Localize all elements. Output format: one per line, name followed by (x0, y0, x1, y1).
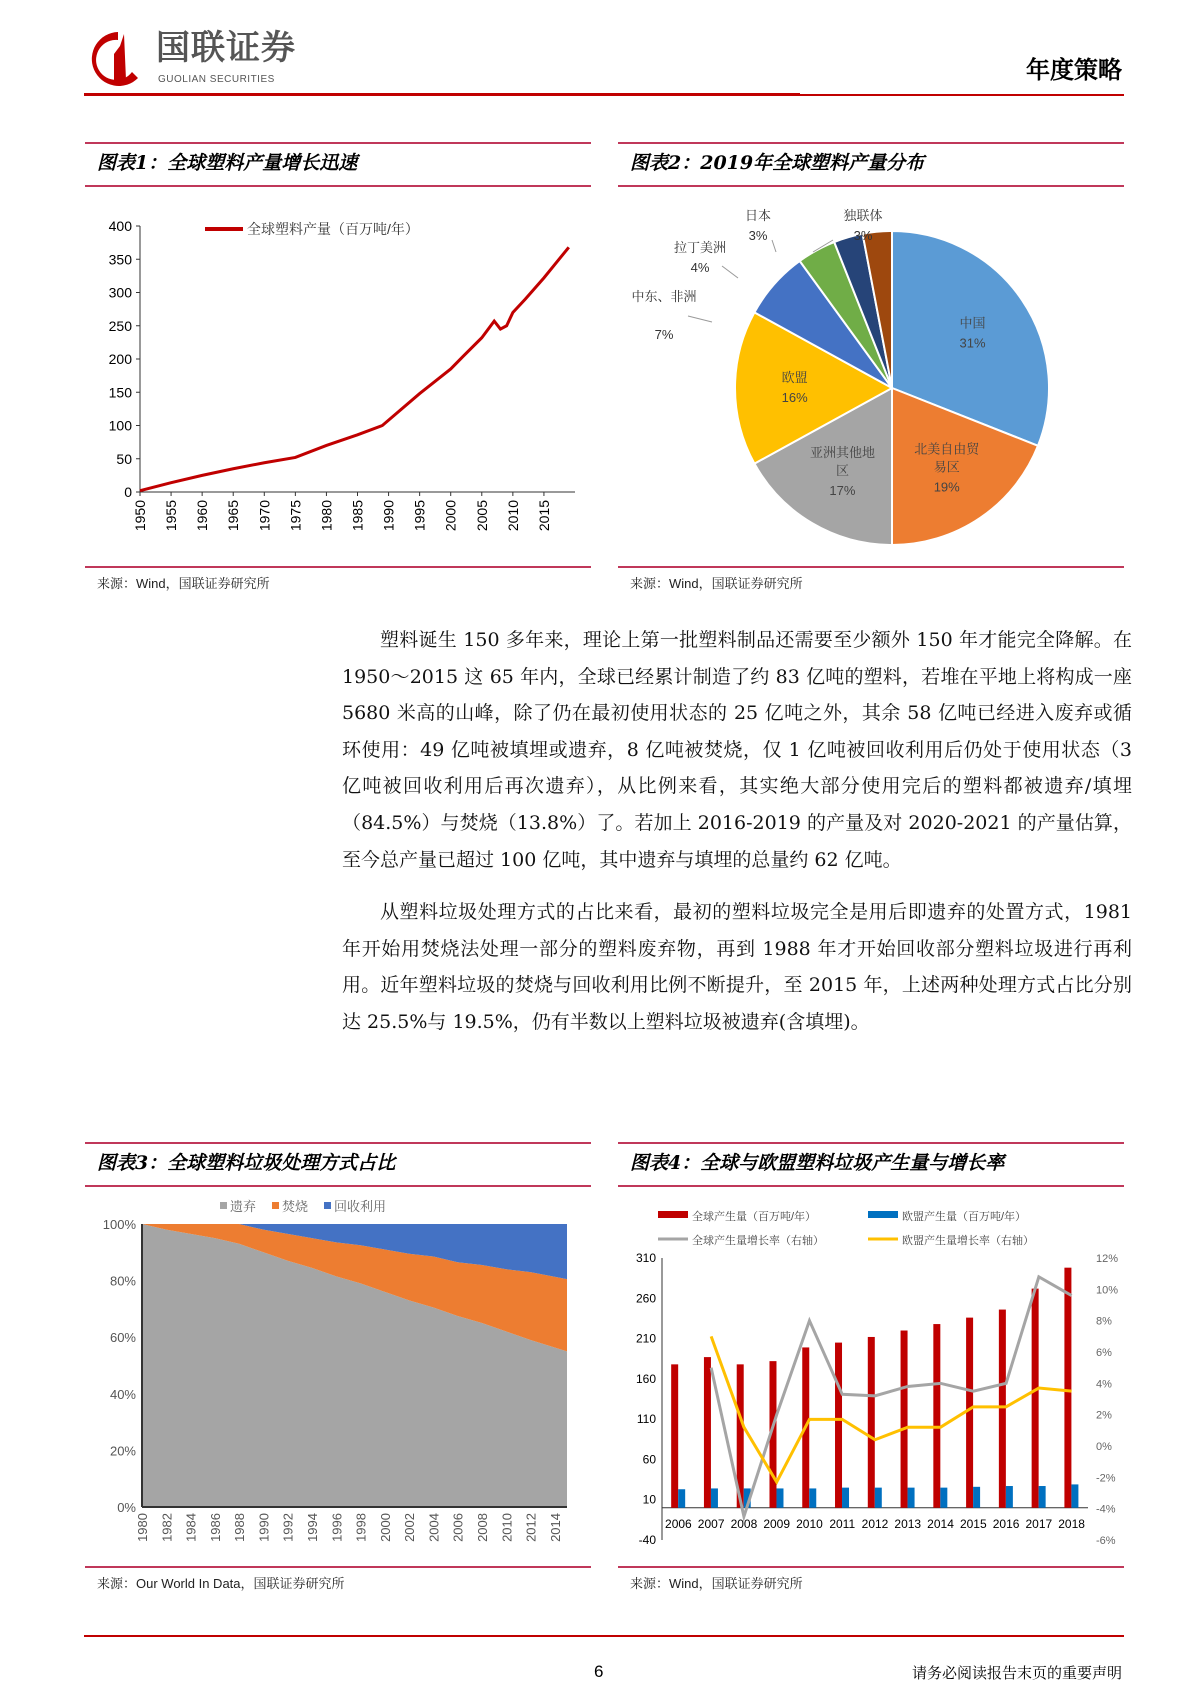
paragraph: 从塑料垃圾处理方式的占比来看，最初的塑料垃圾完全是用后即遗弃的处置方式，1981 年开始用焚烧法处理一部分的塑料废弃物，再到 1988 年才开始回收部分塑料垃圾进行再利用。近年塑料垃圾的焚烧与回收利用比例不断提升，至 2015 年，上述两种处理方式占比分别达 25.5%与 19.5%，仍有半数以上塑料垃圾被遗弃(含填埋)。 (342, 901, 1132, 1033)
x-tick-label: 1965 (225, 500, 242, 532)
slice-label: 日本 (744, 208, 772, 223)
x-tick-label: 1985 (349, 500, 366, 532)
x-tick-label: 2008 (730, 1516, 758, 1531)
figure-source: 来源：Wind，国联证券研究所 (97, 576, 270, 591)
slice-value: 31% (959, 335, 986, 351)
y-left-tick-label: 310 (635, 1251, 656, 1265)
x-tick-label: 2010 (796, 1516, 823, 1531)
x-tick-label: 2000 (377, 1513, 393, 1542)
x-tick-label: 2000 (442, 500, 459, 532)
report-type: 年度策略 (1026, 55, 1122, 84)
bar-eu (1006, 1486, 1013, 1508)
footer-divider (84, 1635, 1124, 1637)
bar-eu (875, 1488, 882, 1508)
bar-eu (940, 1488, 947, 1508)
x-tick-label: 2008 (475, 1513, 490, 1542)
page-number: 6 (594, 1662, 604, 1681)
legend-label: 回收利用 (334, 1199, 387, 1214)
figure-title-rule (618, 185, 1124, 187)
x-tick-label: 2005 (473, 500, 490, 532)
slice-label: 亚洲其他地 (809, 444, 875, 460)
y-tick-label: 60% (109, 1330, 136, 1346)
figure-top-rule (618, 142, 1124, 144)
x-tick-label: 1982 (159, 1513, 175, 1542)
y-tick-label: 200 (108, 351, 132, 367)
figure-bottom-rule (618, 566, 1124, 568)
x-tick-label: 1950 (132, 500, 148, 532)
y-tick-label: 80% (109, 1273, 136, 1289)
bar-global (704, 1357, 711, 1508)
legend-label: 欧盟产生量增长率（右轴） (902, 1235, 1034, 1247)
x-tick-label: 1970 (256, 500, 273, 532)
figure-bottom-rule (85, 566, 591, 568)
slice-label: 区 (835, 462, 849, 478)
x-tick-label: 1975 (287, 500, 304, 532)
slice-label: 中国 (959, 315, 986, 331)
x-tick-label: 2018 (1058, 1516, 1085, 1531)
bar-eu (678, 1489, 685, 1508)
x-tick-label: 1988 (232, 1513, 248, 1542)
bar-eu (711, 1488, 718, 1507)
slice-value: 7% (654, 327, 674, 342)
slice-value: 16% (781, 390, 808, 405)
x-tick-label: 1996 (329, 1513, 345, 1542)
slice-label: 中东、非洲 (631, 289, 697, 304)
logo-text-en: GUOLIAN SECURITIES (158, 74, 275, 85)
x-tick-label: 2010 (499, 1513, 515, 1542)
x-tick-label: 2015 (959, 1516, 987, 1531)
legend-swatch (220, 1202, 227, 1209)
x-tick-label: 1955 (163, 500, 180, 532)
slice-label: 欧盟 (781, 370, 808, 385)
x-tick-label: 2011 (829, 1516, 856, 1531)
bar-global (933, 1324, 940, 1508)
y-left-tick-label: 210 (635, 1331, 656, 1346)
y-tick-label: 100 (108, 417, 132, 434)
body-text (342, 622, 1132, 1041)
x-tick-label: 1995 (411, 500, 428, 532)
x-tick-label: 2012 (861, 1516, 889, 1531)
y-right-tick-label: 4% (1096, 1378, 1112, 1391)
legend-label: 焚烧 (282, 1199, 309, 1214)
leader-line (688, 316, 712, 322)
bar-global (1064, 1268, 1071, 1508)
figure-title-rule (85, 1185, 591, 1187)
y-tick-label: 0 (124, 484, 132, 500)
y-tick-label: 150 (108, 384, 132, 401)
slice-value: 17% (829, 482, 856, 498)
legend-label: 全球产生量（百万吨/年） (692, 1211, 817, 1223)
bar-global (868, 1337, 875, 1508)
y-tick-label: 100% (102, 1217, 136, 1232)
bar-global (901, 1331, 908, 1508)
slice-label: 独联体 (843, 208, 883, 223)
y-left-tick-label: 260 (635, 1291, 656, 1306)
legend-swatch (868, 1211, 898, 1218)
x-tick-label: 2015 (535, 500, 552, 532)
line-eu-growth (711, 1336, 1071, 1482)
legend-label: 欧盟产生量（百万吨/年） (902, 1211, 1027, 1223)
y-right-tick-label: -4% (1096, 1503, 1116, 1516)
x-tick-label: 1994 (305, 1513, 320, 1542)
series-line (140, 247, 569, 490)
x-tick-label: 1980 (318, 500, 335, 532)
bar-eu (973, 1487, 980, 1508)
chart-line-production (85, 192, 591, 567)
y-tick-label: 350 (108, 251, 132, 268)
y-right-tick-label: -2% (1096, 1472, 1116, 1485)
x-tick-label: 2012 (523, 1513, 539, 1542)
bar-eu (908, 1488, 915, 1508)
figure-title: 图表3：全球塑料垃圾处理方式占比 (97, 1152, 396, 1174)
figure-4 (618, 1142, 1124, 1602)
bar-eu (1039, 1486, 1046, 1508)
bar-eu (842, 1488, 849, 1508)
x-tick-label: 1984 (183, 1513, 199, 1542)
y-tick-label: 0% (117, 1500, 136, 1515)
figure-source: 来源：Our World In Data，国联证券研究所 (97, 1576, 345, 1591)
y-tick-label: 400 (108, 218, 132, 234)
y-tick-label: 300 (108, 284, 132, 301)
x-tick-label: 2014 (927, 1516, 954, 1531)
slice-label: 易区 (933, 459, 960, 475)
figure-top-rule (85, 1142, 591, 1144)
y-right-tick-label: 12% (1096, 1253, 1119, 1265)
y-left-tick-label: 110 (636, 1412, 656, 1427)
bar-global (999, 1310, 1006, 1508)
x-tick-label: 1992 (280, 1513, 296, 1542)
figure-title: 图表2：2019年全球塑料产量分布 (630, 152, 925, 174)
y-tick-label: 20% (109, 1443, 136, 1459)
figure-top-rule (618, 1142, 1124, 1144)
slice-value: 3% (853, 228, 873, 243)
x-tick-label: 1998 (353, 1513, 369, 1542)
x-tick-label: 2013 (894, 1516, 922, 1531)
x-tick-label: 1986 (207, 1513, 223, 1542)
legend-label: 遗弃 (230, 1199, 257, 1214)
bar-eu (1071, 1484, 1078, 1507)
x-tick-label: 2016 (992, 1516, 1020, 1531)
y-right-tick-label: 8% (1096, 1315, 1112, 1328)
y-right-tick-label: 0% (1096, 1441, 1112, 1453)
x-tick-label: 2004 (426, 1513, 442, 1542)
y-right-tick-label: 2% (1096, 1409, 1112, 1422)
x-tick-label: 1980 (135, 1513, 150, 1542)
y-right-tick-label: 6% (1096, 1347, 1112, 1359)
figure-top-rule (85, 142, 591, 144)
x-tick-label: 2017 (1025, 1516, 1053, 1531)
figure-bottom-rule (85, 1566, 591, 1568)
x-tick-label: 2006 (665, 1516, 692, 1531)
y-left-tick-label: -40 (638, 1533, 656, 1547)
y-right-tick-label: -6% (1096, 1535, 1116, 1547)
bar-eu (809, 1488, 816, 1507)
figure-title-rule (85, 185, 591, 187)
slice-value: 19% (933, 479, 960, 495)
x-tick-label: 2014 (547, 1513, 563, 1542)
slice-value: 4% (690, 260, 710, 275)
slice-label: 北美自由贸 (914, 441, 980, 457)
bar-global (966, 1318, 973, 1508)
figure-source: 来源：Wind，国联证券研究所 (630, 576, 803, 591)
y-left-tick-label: 160 (635, 1371, 656, 1386)
header-divider (84, 93, 800, 96)
y-right-tick-label: 10% (1096, 1284, 1119, 1297)
company-logo (88, 28, 318, 92)
y-tick-label: 50 (116, 450, 132, 467)
x-tick-label: 1990 (380, 500, 397, 532)
chart-bar-line-waste (618, 1192, 1124, 1567)
figure-bottom-rule (618, 1566, 1124, 1568)
leader-line (772, 240, 776, 252)
figure-title-rule (618, 1185, 1124, 1187)
legend-swatch (272, 1202, 279, 1209)
leader-line (722, 266, 738, 278)
y-left-tick-label: 10 (642, 1492, 656, 1507)
line-global-growth (711, 1277, 1071, 1517)
slice-value: 3% (748, 228, 768, 243)
x-tick-label: 2009 (763, 1516, 791, 1531)
slice-label: 拉丁美洲 (673, 240, 727, 255)
figure-title: 图表1：全球塑料产量增长迅速 (97, 152, 358, 174)
legend-swatch (324, 1202, 331, 1209)
header-divider-thin (800, 94, 1124, 96)
x-tick-label: 1960 (194, 500, 211, 532)
figure-source: 来源：Wind，国联证券研究所 (630, 1576, 803, 1591)
y-tick-label: 250 (108, 317, 132, 334)
x-tick-label: 2007 (697, 1516, 725, 1531)
figure-title: 图表4：全球与欧盟塑料垃圾产生量与增长率 (630, 1152, 1005, 1174)
logo-text-cn: 国联证券 (156, 29, 296, 67)
x-tick-label: 2010 (504, 500, 521, 532)
bar-global (1032, 1289, 1039, 1508)
bar-global (671, 1364, 678, 1507)
bar-global (835, 1343, 842, 1508)
bar-eu (776, 1488, 783, 1507)
legend-label: 全球产生量增长率（右轴） (692, 1235, 824, 1247)
chart-stacked-area-disposal (85, 1192, 591, 1567)
chart-pie-distribution (618, 192, 1124, 567)
y-left-tick-label: 60 (642, 1452, 656, 1467)
x-tick-label: 2006 (450, 1513, 466, 1542)
x-tick-label: 1990 (256, 1513, 272, 1542)
figure-1 (85, 142, 591, 602)
figure-2 (618, 142, 1124, 602)
x-tick-label: 2002 (402, 1513, 418, 1542)
y-tick-label: 40% (109, 1386, 136, 1402)
legend-label: 全球塑料产量（百万吨/年） (247, 221, 419, 237)
figure-3 (85, 1142, 591, 1602)
footer-disclaimer: 请务必阅读报告末页的重要声明 (911, 1664, 1122, 1682)
legend-swatch (658, 1211, 688, 1218)
logo-icon (88, 28, 148, 88)
paragraph: 塑料诞生 150 多年来，理论上第一批塑料制品还需要至少额外 150 年才能完全降解。在 1950～2015 这 65 年内，全球已经累计制造了约 83 亿吨的塑料，若堆在平地上将构成一座 5680 米高的山峰，除了仍在最初使用状态的 25 亿吨之外，其余 58 亿吨已经进入废弃或循环使用：49 亿吨被填埋或遗弃，8 亿吨被焚烧，仅 1 亿吨被回收利用后仍处于使用状态（3 亿吨被回收利用后再次遗弃），从比例来看，其实绝大部分使用完后的塑料都被遗弃/填埋（84.5%）与焚烧（13.8%）了。若加上 2016-2019 的产量及对 2020-2021 的产量估算，至今总产量已超过 100 亿吨，其中遗弃与填埋的总量约 62 亿吨。 (342, 629, 1132, 871)
